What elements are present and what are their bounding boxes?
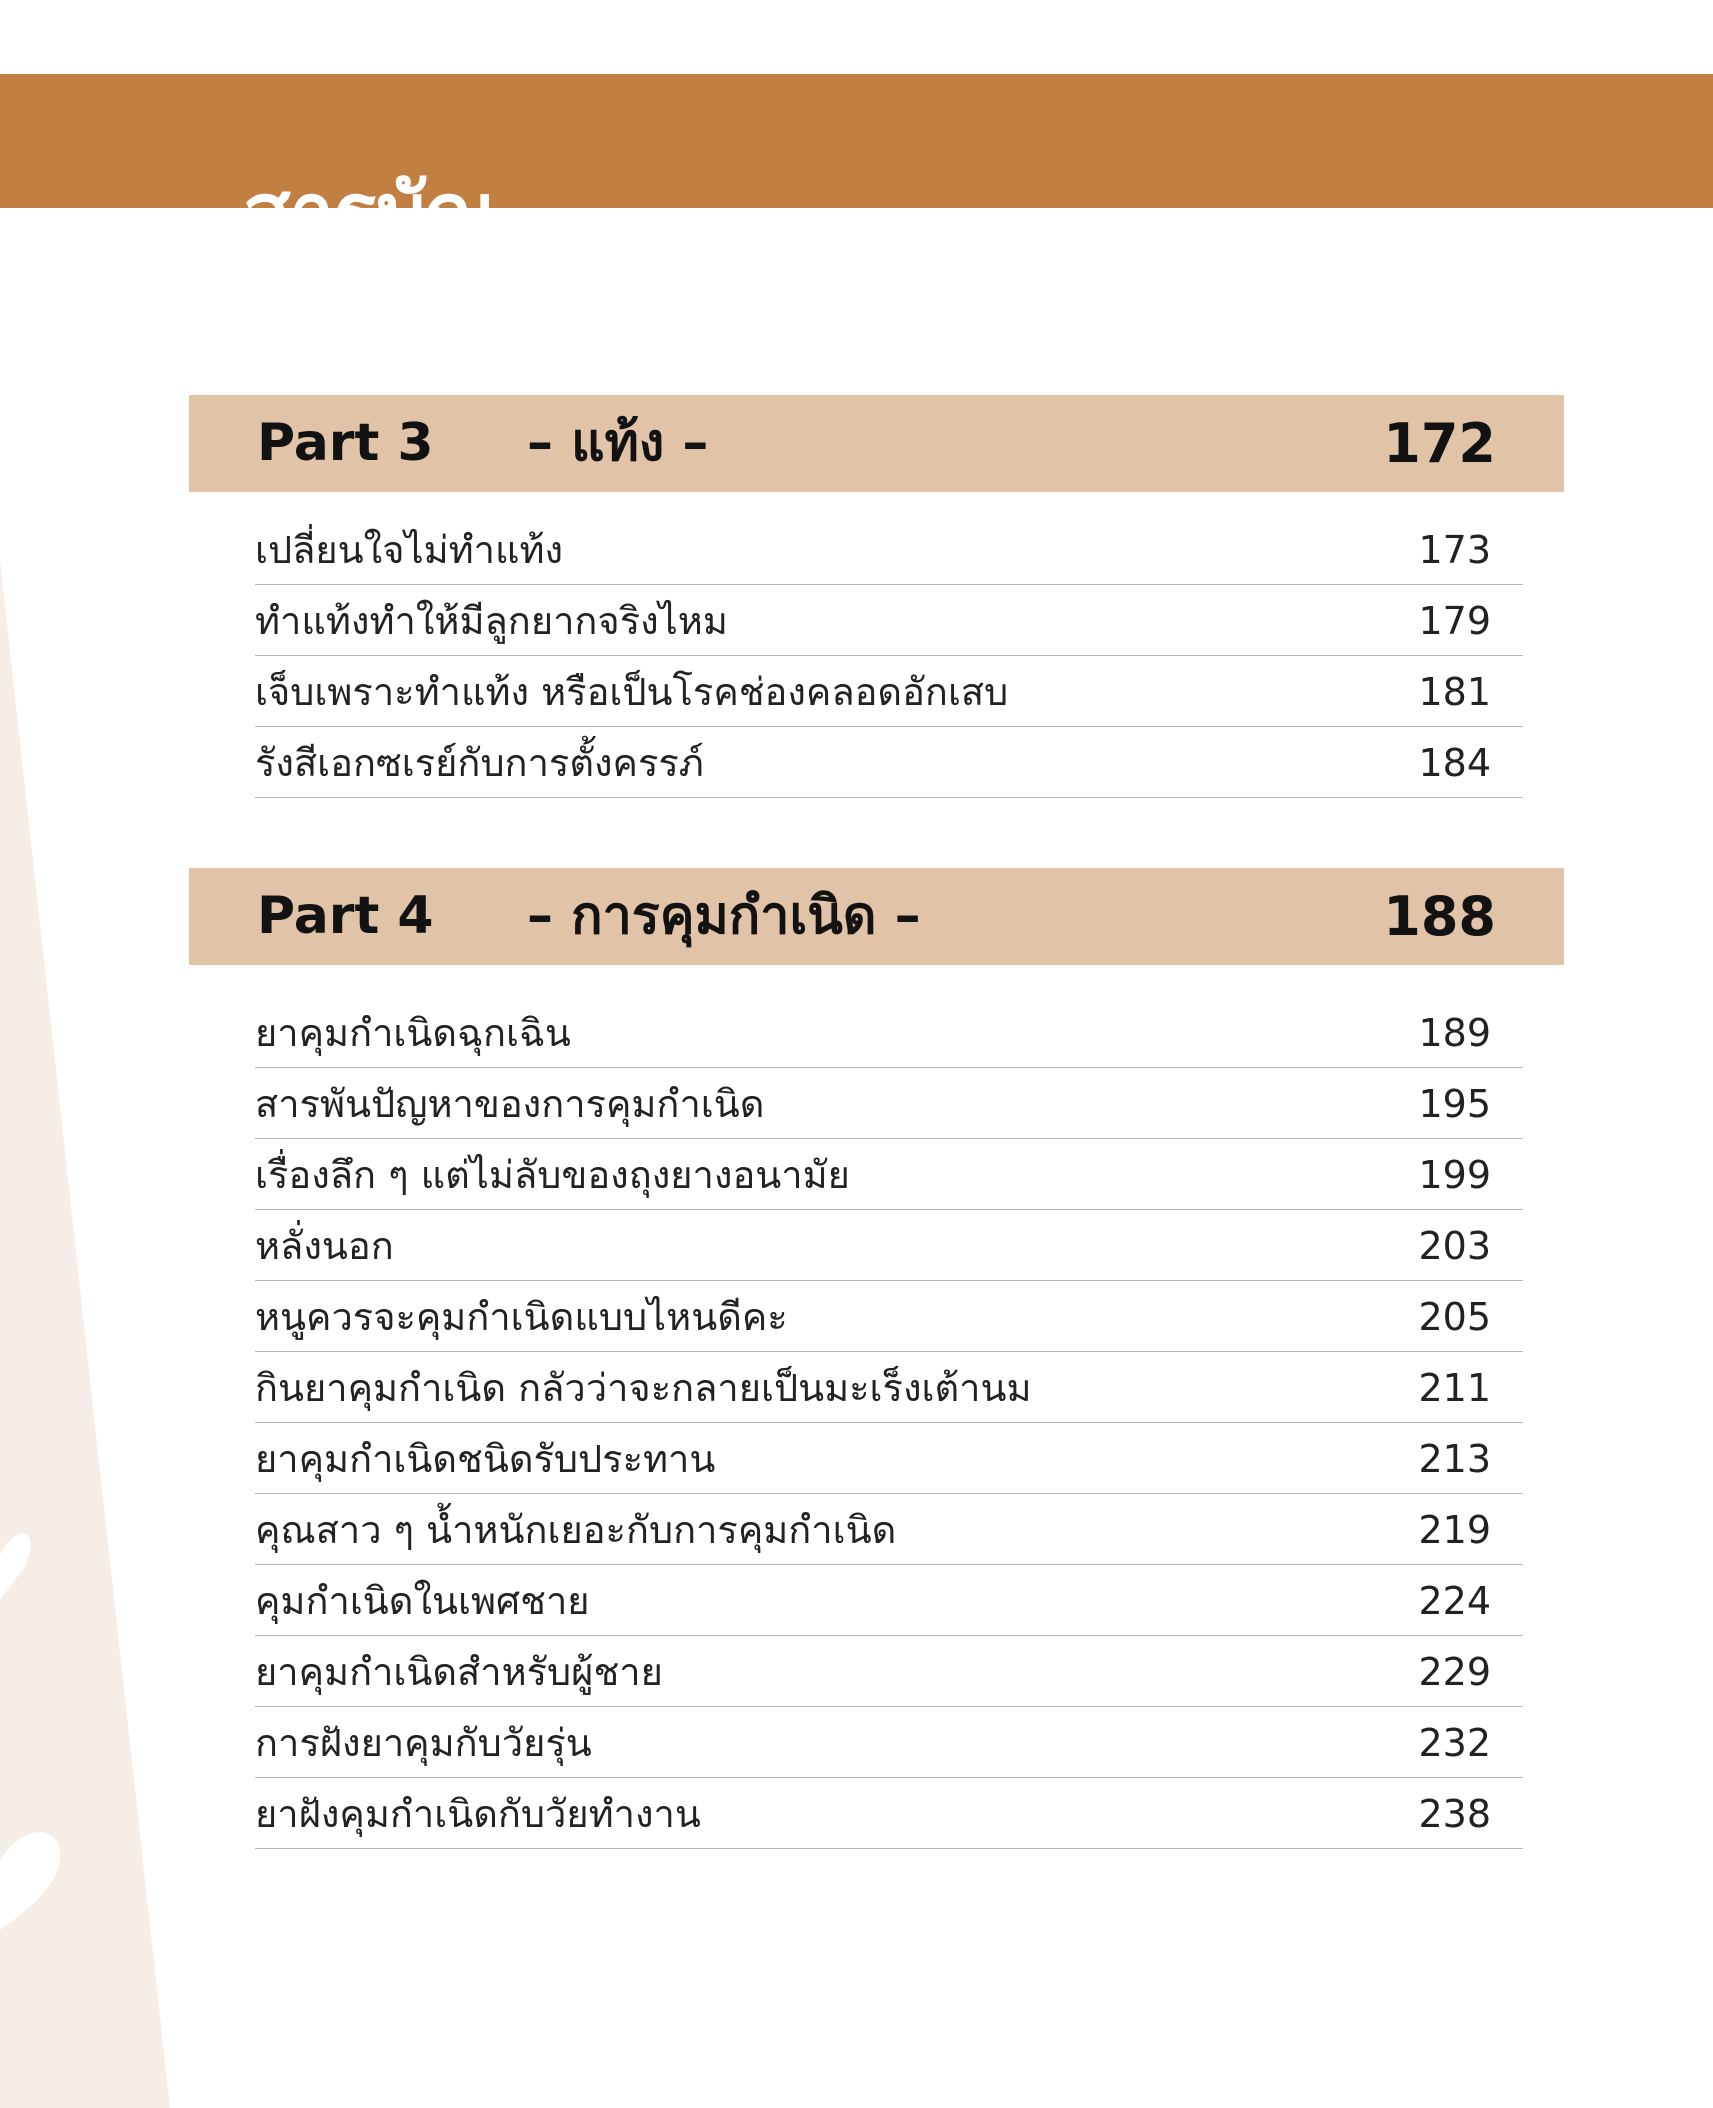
toc-entry[interactable] bbox=[255, 1423, 1523, 1494]
toc-entry[interactable] bbox=[255, 1494, 1523, 1565]
entry-page-number: 203 bbox=[1418, 1224, 1491, 1268]
part-title: – การคุมกำเนิด – bbox=[527, 886, 921, 946]
entry-title: เรื่องลึก ๆ แต่ไม่ลับของถุงยางอนามัย bbox=[255, 1153, 850, 1197]
entry-page-number: 219 bbox=[1418, 1508, 1491, 1552]
part-page-number: 188 bbox=[1383, 885, 1496, 948]
entry-page-number: 229 bbox=[1418, 1650, 1491, 1694]
toc-entry[interactable] bbox=[255, 1281, 1523, 1352]
entry-page-number: 179 bbox=[1418, 599, 1491, 643]
section-part-4 bbox=[189, 868, 1564, 1849]
entry-title: การฝังยาคุมกับวัยรุ่น bbox=[255, 1721, 592, 1765]
header-band bbox=[0, 74, 1713, 258]
entry-title: ทำแท้งทำให้มีลูกยากจริงไหม bbox=[255, 599, 728, 643]
toc-entry[interactable] bbox=[255, 1565, 1523, 1636]
entry-title: รังสีเอกซเรย์กับการตั้งครรภ์ bbox=[255, 741, 704, 785]
entry-title: เปลี่ยนใจไม่ทำแท้ง bbox=[255, 528, 564, 572]
part-title: – แท้ง – bbox=[527, 413, 709, 473]
entry-page-number: 195 bbox=[1418, 1082, 1491, 1126]
entry-page-number: 181 bbox=[1418, 670, 1491, 714]
section-part-3 bbox=[189, 395, 1564, 798]
entry-title: สารพันปัญหาของการคุมกำเนิด bbox=[255, 1082, 765, 1126]
entry-title: ยาฝังคุมกำเนิดกับวัยทำงาน bbox=[255, 1792, 701, 1836]
entry-page-number: 173 bbox=[1418, 528, 1491, 572]
toc-entry[interactable] bbox=[255, 1068, 1523, 1139]
entry-title: ยาคุมกำเนิดชนิดรับประทาน bbox=[255, 1437, 716, 1481]
section-header-bar bbox=[189, 395, 1564, 492]
entry-title: เจ็บเพราะทำแท้ง หรือเป็นโรคช่องคลอดอักเสบ bbox=[255, 670, 1009, 714]
toc-entry[interactable] bbox=[255, 1636, 1523, 1707]
entry-page-number: 238 bbox=[1418, 1792, 1491, 1836]
toc-entry[interactable] bbox=[255, 656, 1523, 727]
toc-entry[interactable] bbox=[255, 1352, 1523, 1423]
page-title: สารบัญ bbox=[243, 168, 493, 258]
part-page-number: 172 bbox=[1383, 412, 1496, 475]
entry-page-number: 211 bbox=[1418, 1366, 1491, 1410]
toc-entry-list bbox=[255, 997, 1523, 1849]
part-number: Part 3 bbox=[257, 413, 434, 473]
toc-entry[interactable] bbox=[255, 1139, 1523, 1210]
entry-title: คุมกำเนิดในเพศชาย bbox=[255, 1579, 590, 1623]
entry-page-number: 213 bbox=[1418, 1437, 1491, 1481]
toc-entry[interactable] bbox=[255, 1707, 1523, 1778]
entry-title: ยาคุมกำเนิดสำหรับผู้ชาย bbox=[255, 1650, 663, 1694]
entry-page-number: 232 bbox=[1418, 1721, 1491, 1765]
toc-entry[interactable] bbox=[255, 727, 1523, 798]
toc-entry[interactable] bbox=[255, 585, 1523, 656]
entry-title: หนูควรจะคุมกำเนิดแบบไหนดีคะ bbox=[255, 1295, 788, 1339]
entry-title: กินยาคุมกำเนิด กลัวว่าจะกลายเป็นมะเร็งเต้านม bbox=[255, 1366, 1032, 1410]
toc-entry[interactable] bbox=[255, 1210, 1523, 1281]
toc-entry[interactable] bbox=[255, 1778, 1523, 1849]
entry-page-number: 199 bbox=[1418, 1153, 1491, 1197]
entry-page-number: 224 bbox=[1418, 1579, 1491, 1623]
toc-entry[interactable] bbox=[255, 514, 1523, 585]
section-header-bar bbox=[189, 868, 1564, 965]
part-number: Part 4 bbox=[257, 886, 434, 946]
entry-page-number: 184 bbox=[1418, 741, 1491, 785]
entry-title: คุณสาว ๆ น้ำหนักเยอะกับการคุมกำเนิด bbox=[255, 1508, 897, 1552]
toc-entry[interactable] bbox=[255, 997, 1523, 1068]
entry-page-number: 189 bbox=[1418, 1011, 1491, 1055]
entry-page-number: 205 bbox=[1418, 1295, 1491, 1339]
entry-title: หลั่งนอก bbox=[255, 1224, 394, 1268]
entry-title: ยาคุมกำเนิดฉุกเฉิน bbox=[255, 1011, 571, 1055]
toc-entry-list bbox=[255, 514, 1523, 798]
